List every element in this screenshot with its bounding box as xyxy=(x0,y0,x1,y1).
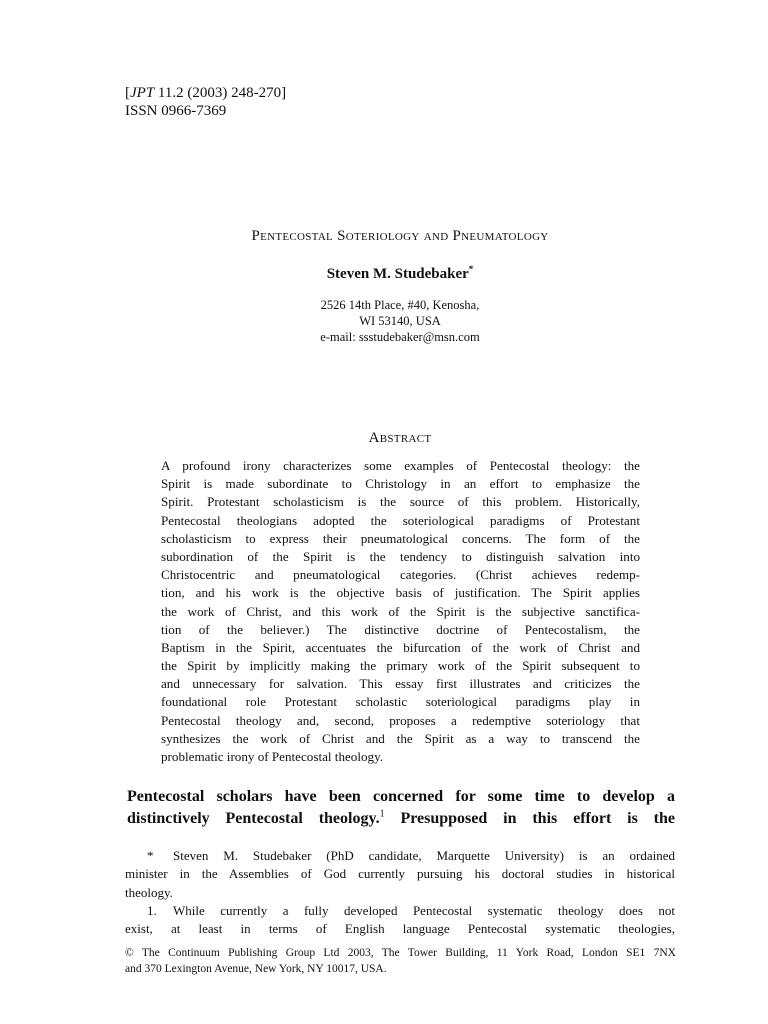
footnote-line: theology. xyxy=(125,884,173,900)
abstract-line: Spirit. Protestant scholasticism is the source of this problem. Historically, xyxy=(161,494,640,510)
body-paragraph xyxy=(127,786,675,830)
author-address xyxy=(0,297,768,345)
journal-citation xyxy=(125,84,286,120)
abstract-body xyxy=(161,457,640,766)
abstract-line: problematic irony of Pentecostal theology. xyxy=(161,749,384,764)
footnote-line: minister in the Assemblies of God currently pursuing his doctoral studies in historical xyxy=(125,866,675,882)
abstract-heading: Abstract xyxy=(368,430,432,446)
copyright-notice xyxy=(125,946,676,977)
footnote-1-line xyxy=(125,902,675,920)
body-line xyxy=(127,808,675,830)
abstract-line: tion of the believer.) The distinctive doctrine of Pentecostalism, the xyxy=(161,621,640,637)
body-text: distinctively Pentecostal theology. xyxy=(127,810,380,827)
article-title: Pentecostal Soteriology and Pneumatology xyxy=(251,228,549,244)
abstract-line: Spirit is made subordinate to Christology in an effort to emphasize the xyxy=(161,476,640,492)
email-line: e-mail: ssstudebaker@msn.com xyxy=(320,330,480,344)
volume-info: 11.2 (2003) 248-270] xyxy=(154,85,287,101)
copyright-line: and 370 Lexington Avenue, New York, NY 10017, USA. xyxy=(125,962,387,975)
abstract-line: Pentecostal theologians adopted the soteriological paradigms of Protestant xyxy=(161,512,640,528)
abstract-line: Christocentric and pneumatological categories. (Christ achieves redemp- xyxy=(161,567,640,583)
abstract-line: the Spirit by implicitly making the primary work of the Spirit subsequent to xyxy=(161,658,640,674)
journal-abbrev: JPT xyxy=(130,85,155,101)
abstract-line: A profound irony characterizes some examples of Pentecostal theology: the xyxy=(161,458,640,473)
footnote-star-marker: * xyxy=(147,848,154,863)
address-line: 2526 14th Place, #40, Kenosha, xyxy=(320,298,480,312)
abstract-line: the work of Christ, and this work of the Spirit is the subjective sanctifica- xyxy=(161,603,640,619)
footnotes xyxy=(125,847,675,938)
issn: ISSN 0966-7369 xyxy=(125,103,227,119)
abstract-line: synthesizes the work of Christ and the Spirit as a way to transcend the xyxy=(161,730,640,746)
citation-bracket: [ xyxy=(125,85,130,101)
author-footnote-mark: * xyxy=(468,264,474,274)
footnote-ref-1[interactable]: 1 xyxy=(379,808,385,820)
body-line: Pentecostal scholars have been concerned for some time to develop a xyxy=(127,788,675,805)
body-text: Presupposed in this effort is the xyxy=(384,810,675,827)
footnote-line: exist, at least in terms of English language Pentecostal systematic theologies, xyxy=(125,921,675,937)
author-name-text: Steven M. Studebaker xyxy=(326,266,469,282)
address-line: WI 53140, USA xyxy=(359,314,441,328)
footnote-1-marker: 1. xyxy=(147,902,157,918)
abstract-line: subordination of the Spirit is the tendency to distinguish salvation into xyxy=(161,548,640,564)
abstract-line: Pentecostal theology and, second, proposes a redemptive soteriology that xyxy=(161,712,640,728)
copyright-line: © The Continuum Publishing Group Ltd 2003, The Tower Building, 11 York Road, London SE1 7NX xyxy=(125,947,676,959)
footnote-text: While currently a fully developed Pentecostal systematic theology does not xyxy=(173,902,675,918)
abstract-line: and unnecessary for salvation. This essay first illustrates and criticizes the xyxy=(161,676,640,692)
abstract-line: tion, and his work is the objective basis of justification. The Spirit applies xyxy=(161,585,640,601)
footnote-text: Steven M. Studebaker (PhD candidate, Marquette University) is an ordained xyxy=(173,848,675,863)
abstract-line: foundational role Protestant scholastic soteriological paradigms play in xyxy=(161,694,640,710)
citation-line xyxy=(125,84,286,102)
abstract-line: Baptism in the Spirit, accentuates the bifurcation of the work of Christ and xyxy=(161,639,640,655)
abstract-line: scholasticism to express their pneumatological concerns. The form of the xyxy=(161,530,640,546)
author-name xyxy=(0,266,768,283)
footnote-star-line xyxy=(125,847,675,865)
